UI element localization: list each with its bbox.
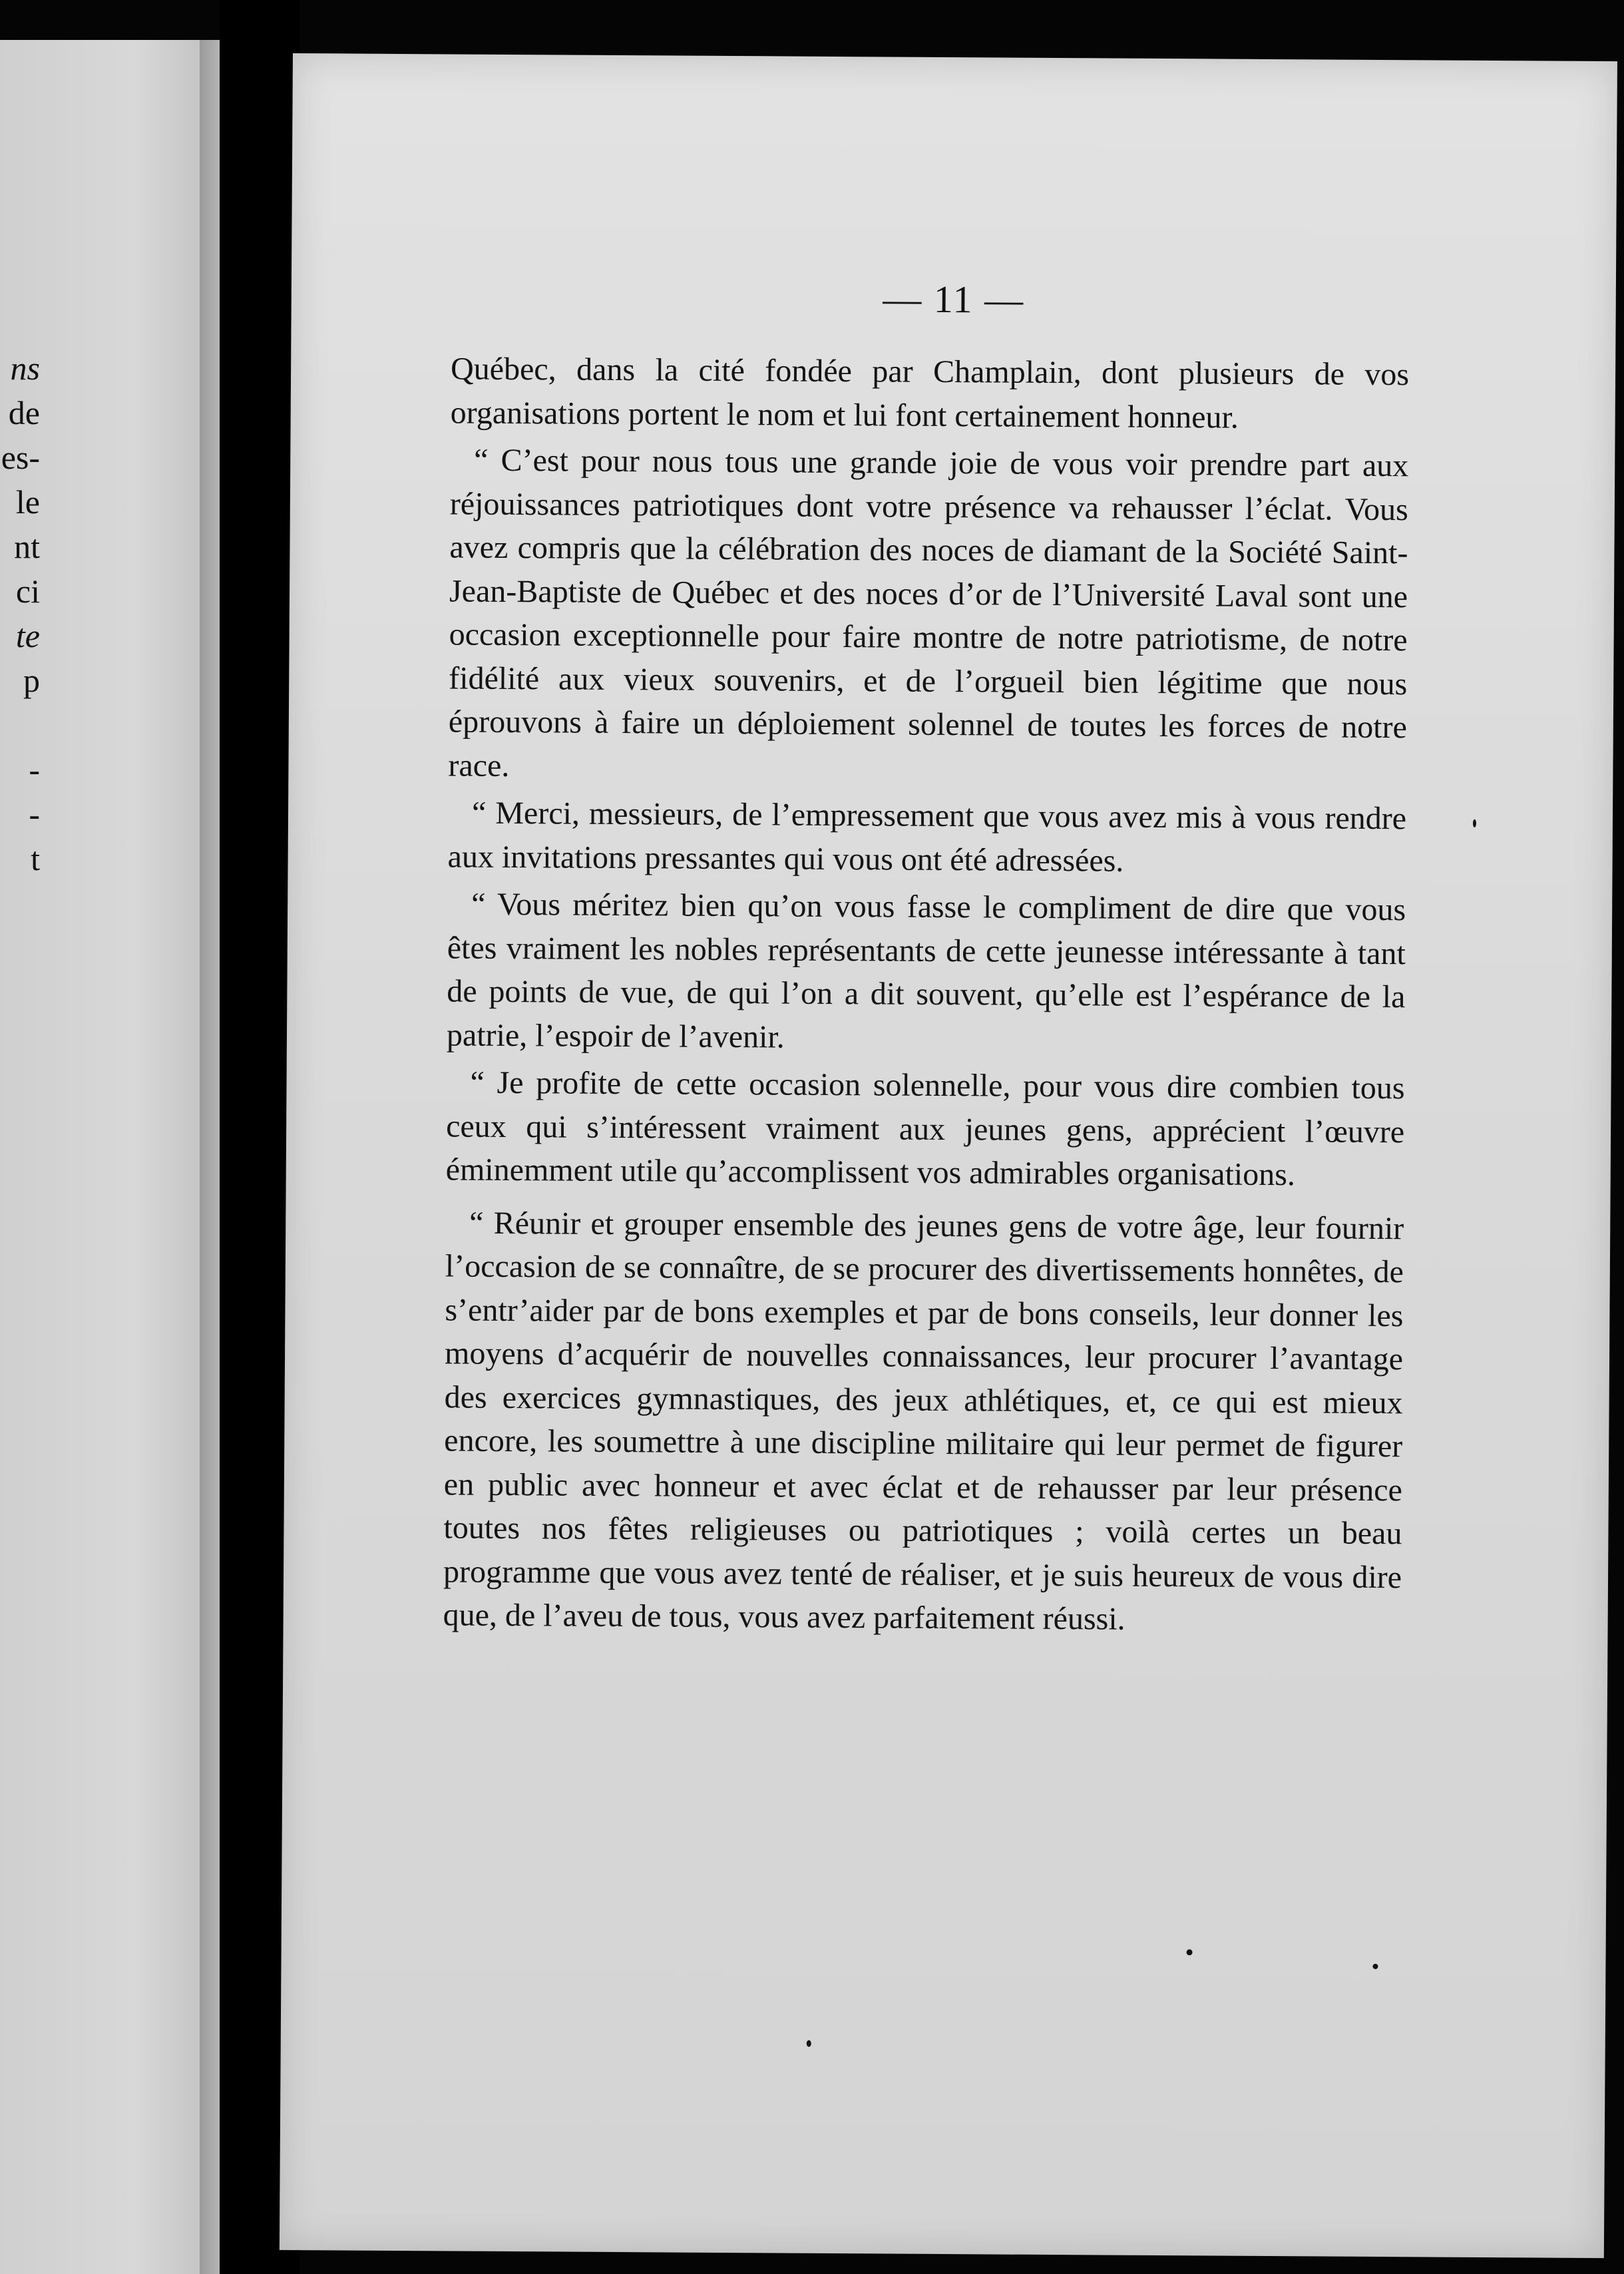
fragment-line: ci [15, 572, 40, 610]
book-page [280, 53, 1617, 2258]
paragraph: “ Réunir et grouper ensemble des jeunes gens de votre âge, leur fournir l’occasion de se connaître, de se procurer des divertissements honnêtes, de s’entr’aider par de bons exemples et par de bons conseils, leur donner les moyens d’acquérir de nouvelles connaissances, leur procurer l’avantage des exercices gymnastiques, des jeux athlétiques, et, ce qui est mieux encore, les soumettre à une discipline militaire qui leur permet de figurer en public avec honneur et avec éclat et de rehausser par leur présence toutes nos fêtes religieuses ou patriotiques ; voilà certes un beau programme que vous avez tenté de réaliser, et je suis heureux de vous dire que, de l’aveu de tous, vous avez parfaitement réussi. [443, 1205, 1404, 1637]
scan-speck [1372, 1964, 1378, 1969]
fragment-line: le [15, 483, 40, 521]
previous-page-text-fragments [0, 346, 40, 881]
fragment-line: ns [10, 349, 40, 387]
fragment-line: - [29, 796, 40, 833]
scan-speck [1473, 819, 1476, 827]
paragraph: “ Vous méritez bien qu’on vous fasse le compliment de dire que vous êtes vraiment les nobles représentants de cette jeunesse intéressante à tant de points de vue, de qui l’on a dit souvent, qu’elle est l’espérance de la patrie, l’espoir de l’avenir. [446, 886, 1406, 1055]
fragment-line: de [8, 394, 40, 431]
fragment-line: p [23, 662, 40, 699]
page-body [443, 347, 1409, 1646]
paragraph: “ C’est pour nous tous une grande joie de vous voir prendre part aux réjouissances patriotiques dont votre présence va rehausser l’éclat. Vous avez compris que la célébration des noces de diamant de la Société Saint-Jean-Baptiste de Québec et des noces d’or de l’Université Laval sont une occasion exceptionnelle pour faire montre de notre patriotisme, de notre fidélité aux vieux souvenirs, et de l’orgueil bien légitime que nous éprouvons à faire un déploiement solennel de toutes les forces de notre race. [448, 442, 1409, 784]
fragment-line: nt [14, 528, 40, 565]
scan-speck [1187, 1949, 1193, 1955]
paragraph: “ Je profite de cette occasion solennelle, pour vous dire combien tous ceux qui s’intéressent vraiment aux jeunes gens, apprécient l’œuvre éminemment utile qu’accomplissent vos admirables organisations. [445, 1064, 1405, 1193]
fragment-line: t [31, 840, 40, 877]
fragment-line [0, 703, 40, 748]
scan-speck [807, 2040, 811, 2047]
paragraph: Québec, dans la cité fondée par Champlain, dont plusieurs de vos organisations portent le nom et lui font certainement honneur. [450, 351, 1410, 435]
fragment-line: es- [1, 439, 40, 476]
paragraph: “ Merci, messieurs, de l’empressement que vous avez mis à vous rendre aux invitations pressantes qui vous ont été adressées. [447, 795, 1407, 879]
fragment-line: te [15, 617, 40, 654]
fragment-line: - [29, 751, 40, 788]
page-number: — 11 — [883, 277, 1025, 322]
